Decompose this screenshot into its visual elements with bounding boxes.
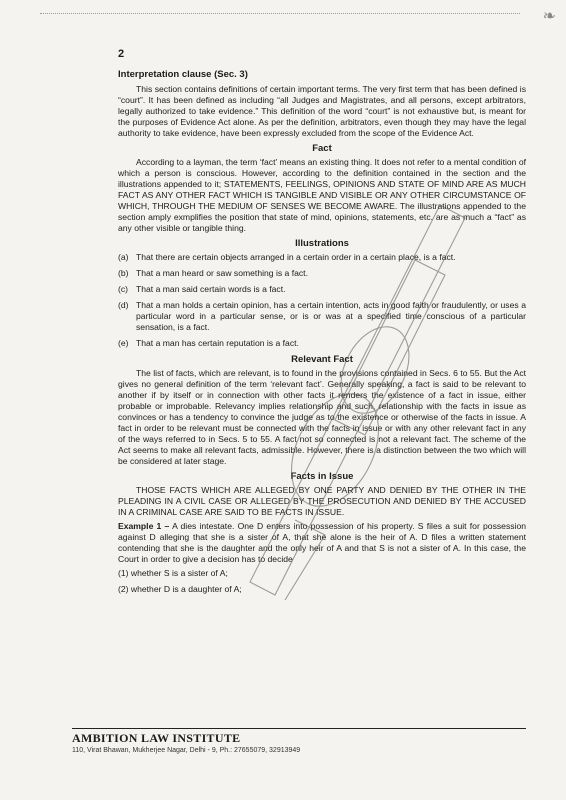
illustrations-list (118, 252, 526, 349)
fact-heading: Fact (312, 143, 332, 154)
relevant-fact-heading: Relevant Fact (291, 354, 353, 365)
relevant-fact-paragraph: The list of facts, which are relevant, is to found in the provisions contained in Secs. 6 to 55. But the Act gives no general definition of the term ‘relevant fact’. Generally speaking, a fact is said to be relevant to another if by itself or in connection with other facts it renders the existence of a fact in issue, either probable or improbable. Relevancy implies relationship and such, relationship with the facts in issue as convinces or has a tendency to convince the judge as to the existence or otherwise of the facts in issue. A fact in order to be relevant must be connected with the facts in issue or with any other relevant fact in any of the ways referred to in Secs. 5 to 55. A fact not so connected is not a relevant fact. The scheme of the Act seems to make all relevant facts, admissible. However, there is a distinction between the two which will be considered at later stage. (118, 368, 526, 466)
list-marker: (b) (118, 268, 129, 278)
list-item: (1) whether S is a sister of A; (118, 568, 228, 578)
list-item-text: That a man said certain words is a fact. (136, 284, 286, 294)
fact-paragraph: According to a layman, the term ‘fact’ means an existing thing. It does not refer to a mental condition of which a person is conscious. However, according to the definition contained in the section and the illustrations appended to it; STATEMENTS, FEELINGS, OPINIONS AND STATE OF MIND ARE AS MUCH FACT AS ANY OTHER FACT WHICH IS TANGIBLE AND VISIBLE OR ANY OTHER CIRCUMSTANCE OF WHICH, THROUGH THE MEDIUM OF SENSES WE BECOME AWARE. The illustrations appended to the section amply exmplifies the position that state of mind, opinions, statements, etc. are as much a “fact” as any other visible or tangible thing. (118, 157, 526, 233)
example-label: Example 1 – (118, 521, 170, 531)
example-paragraph (118, 521, 526, 565)
example-text: A dies intestate. One D enters into possession of his property. S files a suit for possession against D alleging that she is a sister of A, that she alone is the heir of A. D files a written statement contending that she is the daughter and the only heir of A and that S is not a sister of A. In this case, the Court in order to give a decision has to decide (118, 521, 527, 564)
page-footer (72, 728, 526, 754)
page-number: 2 (118, 48, 125, 60)
list-item (118, 284, 526, 295)
footer-rule (72, 728, 526, 729)
list-item-text: That there are certain objects arranged in a certain order in a certain place, is a fact. (136, 252, 456, 262)
list-marker: (c) (118, 284, 129, 294)
list-item (118, 300, 526, 333)
list-item-text: That a man holds a certain opinion, has a certain intention, acts in good faith or fraudulently, or uses a particular word in a particular sense, or is or was at a specified time conscious of a particular sensation, is a fact. (136, 300, 526, 332)
page-corner-mark: ❧ (542, 8, 556, 25)
interpretation-paragraph: This section contains definitions of certain important terms. The very first term that has been defined is “court”. It has been defined as including “all Judges and Magistrates, and all persons, except arbitrators, legally authorized to take evidence.” This definition of the word “court” is not exhaustive but, is meant for the purposes of Evidence Act alone. As per the definition, arbitrators, even though they may have the legal authority to take evidence, have been expressly excluded from the scope of the Evidence Act. (118, 84, 526, 138)
facts-in-issue-heading: Facts in Issue (290, 471, 354, 482)
facts-in-issue-paragraph: THOSE FACTS WHICH ARE ALLEGED BY ONE PARTY AND DENIED BY THE OTHER IN THE PLEADING IN A CIVIL CASE OR ALLEGED BY THE PROSECUTION AND DENIED BY THE ACCUSED IN A CRIMINAL CASE ARE SAID TO BE FACTS IN ISSUE. (118, 485, 526, 517)
top-dotted-rule (40, 13, 520, 14)
list-item-text: That a man heard or saw something is a fact. (136, 268, 308, 278)
list-marker: (e) (118, 338, 129, 348)
institute-name: AMBITION LAW INSTITUTE (72, 731, 241, 745)
list-item-text: That a man has certain reputation is a fact. (136, 338, 299, 348)
list-marker: (a) (118, 252, 129, 262)
list-item: (2) whether D is a daughter of A; (118, 584, 242, 594)
illustrations-heading: Illustrations (295, 238, 349, 249)
list-item (118, 268, 526, 279)
list-item (118, 338, 526, 349)
list-item (118, 252, 526, 263)
institute-address: 110, Virat Bhawan, Mukherjee Nagar, Delhi - 9, Ph.: 27655079, 32913949 (72, 747, 301, 754)
interpretation-heading: Interpretation clause (Sec. 3) (118, 69, 248, 80)
questions-list (118, 568, 526, 595)
list-marker: (d) (118, 300, 129, 310)
